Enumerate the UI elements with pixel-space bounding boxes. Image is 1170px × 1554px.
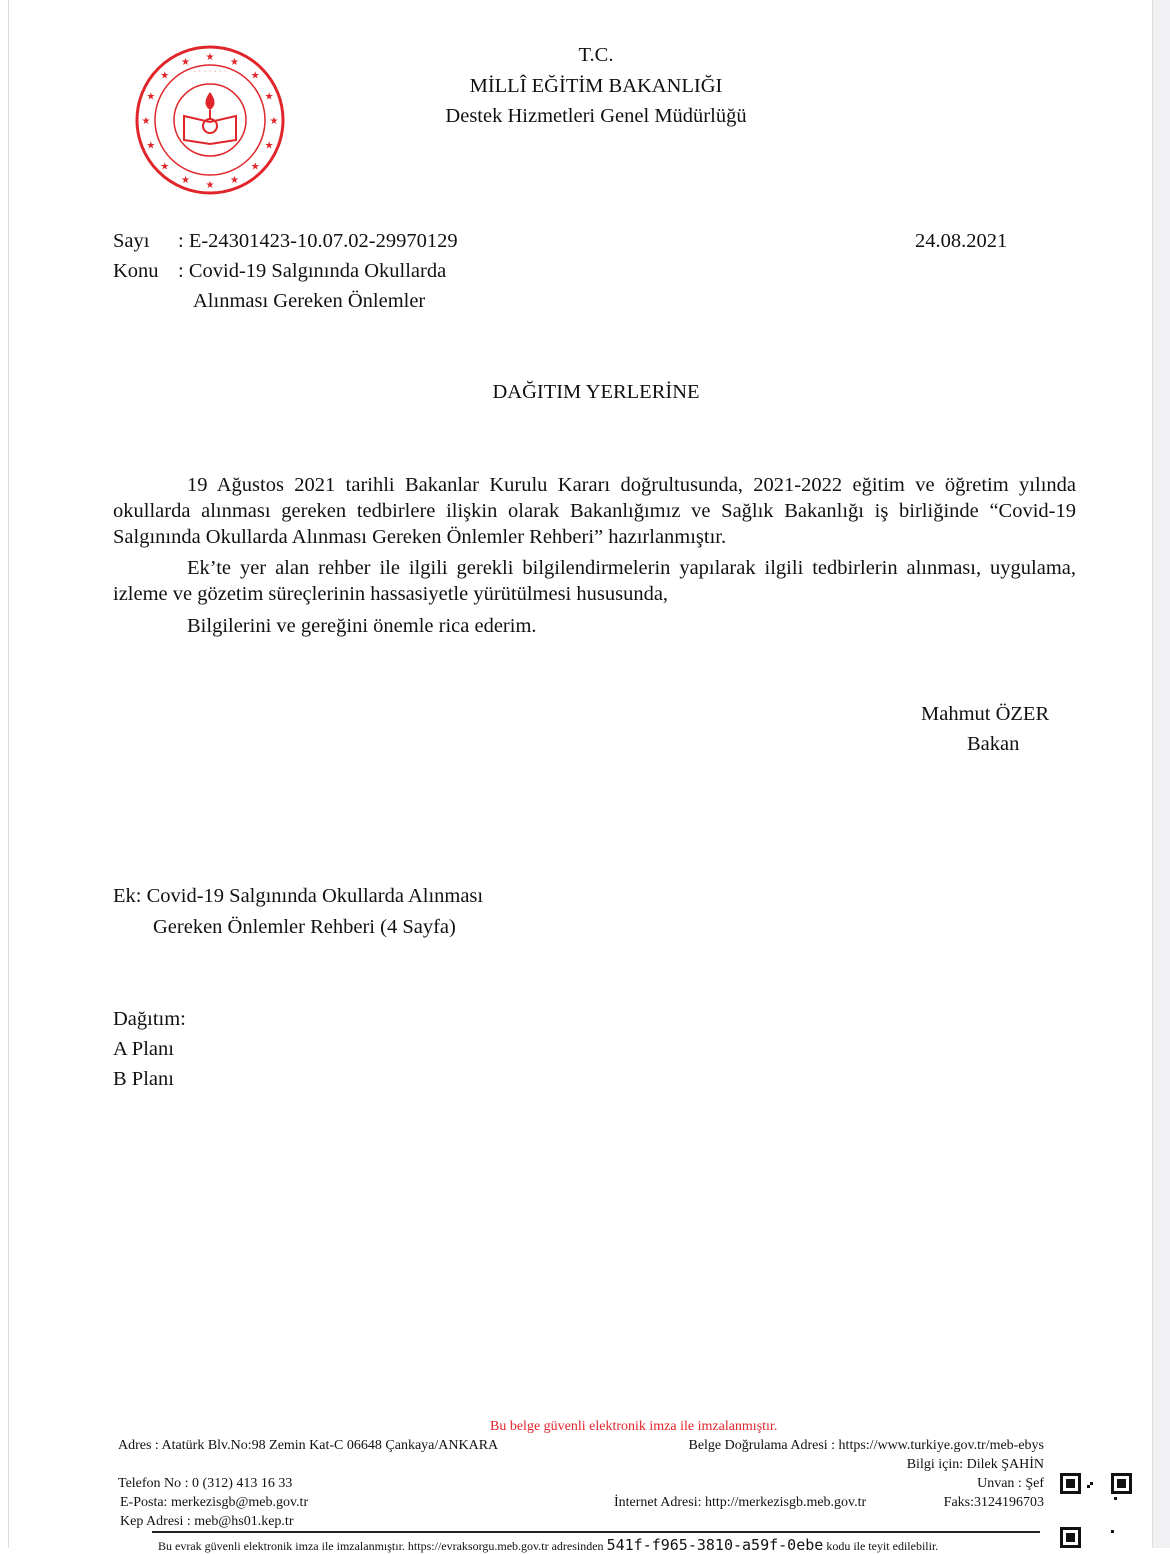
footer-kep: Kep Adresi : meb@hs01.kep.tr	[120, 1514, 294, 1529]
footer-info-contact: Bilgi için: Dilek ŞAHİN	[906, 1457, 1044, 1472]
header-ministry: MİLLÎ EĞİTİM BAKANLIĞI	[469, 75, 723, 97]
footer-unvan: Unvan : Şef	[977, 1476, 1044, 1491]
signer-name: Mahmut ÖZER	[921, 703, 1050, 725]
sayi-value: : E-24301423-10.07.02-29970129	[178, 230, 458, 252]
star-icon: ★	[269, 116, 279, 127]
qr-code	[1060, 1473, 1132, 1548]
header-tc: T.C.	[578, 44, 614, 66]
scrollbar-track[interactable]	[1152, 0, 1170, 1548]
document-date: 24.08.2021	[915, 230, 1008, 252]
star-icon: ★	[146, 91, 156, 103]
svg-text:· · · · · · ·: · · · · · · ·	[193, 67, 227, 76]
footer-email: E-Posta: merkezisgb@meb.gov.tr	[120, 1495, 309, 1510]
star-icon: ★	[181, 56, 190, 68]
konu-value-cont: Alınması Gereken Önlemler	[193, 290, 426, 312]
star-icon: ★	[250, 161, 260, 173]
star-icon: ★	[250, 70, 260, 82]
distribution-label: Dağıtım:	[113, 1008, 186, 1030]
attachment-line-2: Gereken Önlemler Rehberi (4 Sayfa)	[153, 916, 456, 938]
star-icon: ★	[230, 56, 239, 68]
star-icon: ★	[160, 70, 170, 82]
body-paragraph-3: Bilgilerini ve gereğini önemle rica ederim.	[187, 615, 537, 637]
star-icon: ★	[205, 52, 215, 63]
konu-value: : Covid-19 Salgınında Okullarda	[178, 260, 447, 282]
star-icon: ★	[205, 180, 215, 191]
esign-notice: Bu belge güvenli elektronik imza ile imzalanmıştır.	[490, 1419, 778, 1434]
star-icon: ★	[181, 175, 190, 187]
footer-address: Adres : Atatürk Blv.No:98 Zemin Kat-C 06648 Çankaya/ANKARA	[118, 1438, 499, 1453]
distribution-item: A Planı	[113, 1038, 174, 1060]
star-icon: ★	[264, 140, 274, 152]
sayi-label: Sayı	[113, 230, 150, 252]
footer-verification-line	[158, 1536, 938, 1554]
attachment-line-1: Ek: Covid-19 Salgınında Okullarda Alınması	[113, 885, 484, 907]
signer-title: Bakan	[967, 733, 1020, 755]
footer-fax: Faks:3124196703	[943, 1495, 1044, 1510]
star-icon: ★	[146, 140, 156, 152]
star-icon: ★	[264, 91, 274, 103]
star-icon: ★	[230, 175, 239, 187]
distribution-item: B Planı	[113, 1068, 174, 1090]
konu-label: Konu	[113, 260, 159, 282]
footer-divider	[152, 1531, 1040, 1533]
addressee: DAĞITIM YERLERİNE	[492, 381, 700, 403]
page-edge	[8, 0, 9, 1548]
star-icon: ★	[141, 116, 151, 127]
footer-internet: İnternet Adresi: http://merkezisgb.meb.gov.tr	[614, 1495, 867, 1510]
verification-text-end: kodu ile teyit edilebilir.	[826, 1539, 939, 1553]
footer-phone: Telefon No : 0 (312) 413 16 33	[118, 1476, 293, 1491]
body-paragraph-2: Ek’te yer alan rehber ile ilgili gerekli bilgilendirmelerin yapılarak ilgili tedbirlerin alınması, uygulama, izleme ve gözetim süreçlerinin hassasiyetle yürütülmesi hususunda,	[113, 557, 1076, 605]
body-paragraph-1: 19 Ağustos 2021 tarihli Bakanlar Kurulu Kararı doğrultusunda, 2021-2022 eğitim ve öğretim yılında okullarda alınması gereken tedbirlere ilişkin olarak Bakanlığımız ve Sağlık Bakanlığı iş birliğinde “Covid-19 Salgınında Okullarda Alınması Gereken Önlemler Rehberi” hazırlanmıştır.	[113, 474, 1076, 548]
star-icon: ★	[160, 161, 170, 173]
verification-text: Bu evrak güvenli elektronik imza ile imzalanmıştır. https://evraksorgu.meb.gov.tr adresinden	[158, 1539, 604, 1553]
footer-verify-address: Belge Doğrulama Adresi : https://www.turkiye.gov.tr/meb-ebys	[688, 1438, 1044, 1453]
header-department: Destek Hizmetleri Genel Müdürlüğü	[445, 105, 747, 127]
verification-code: 541f-f965-3810-a59f-0ebe	[606, 1536, 824, 1554]
